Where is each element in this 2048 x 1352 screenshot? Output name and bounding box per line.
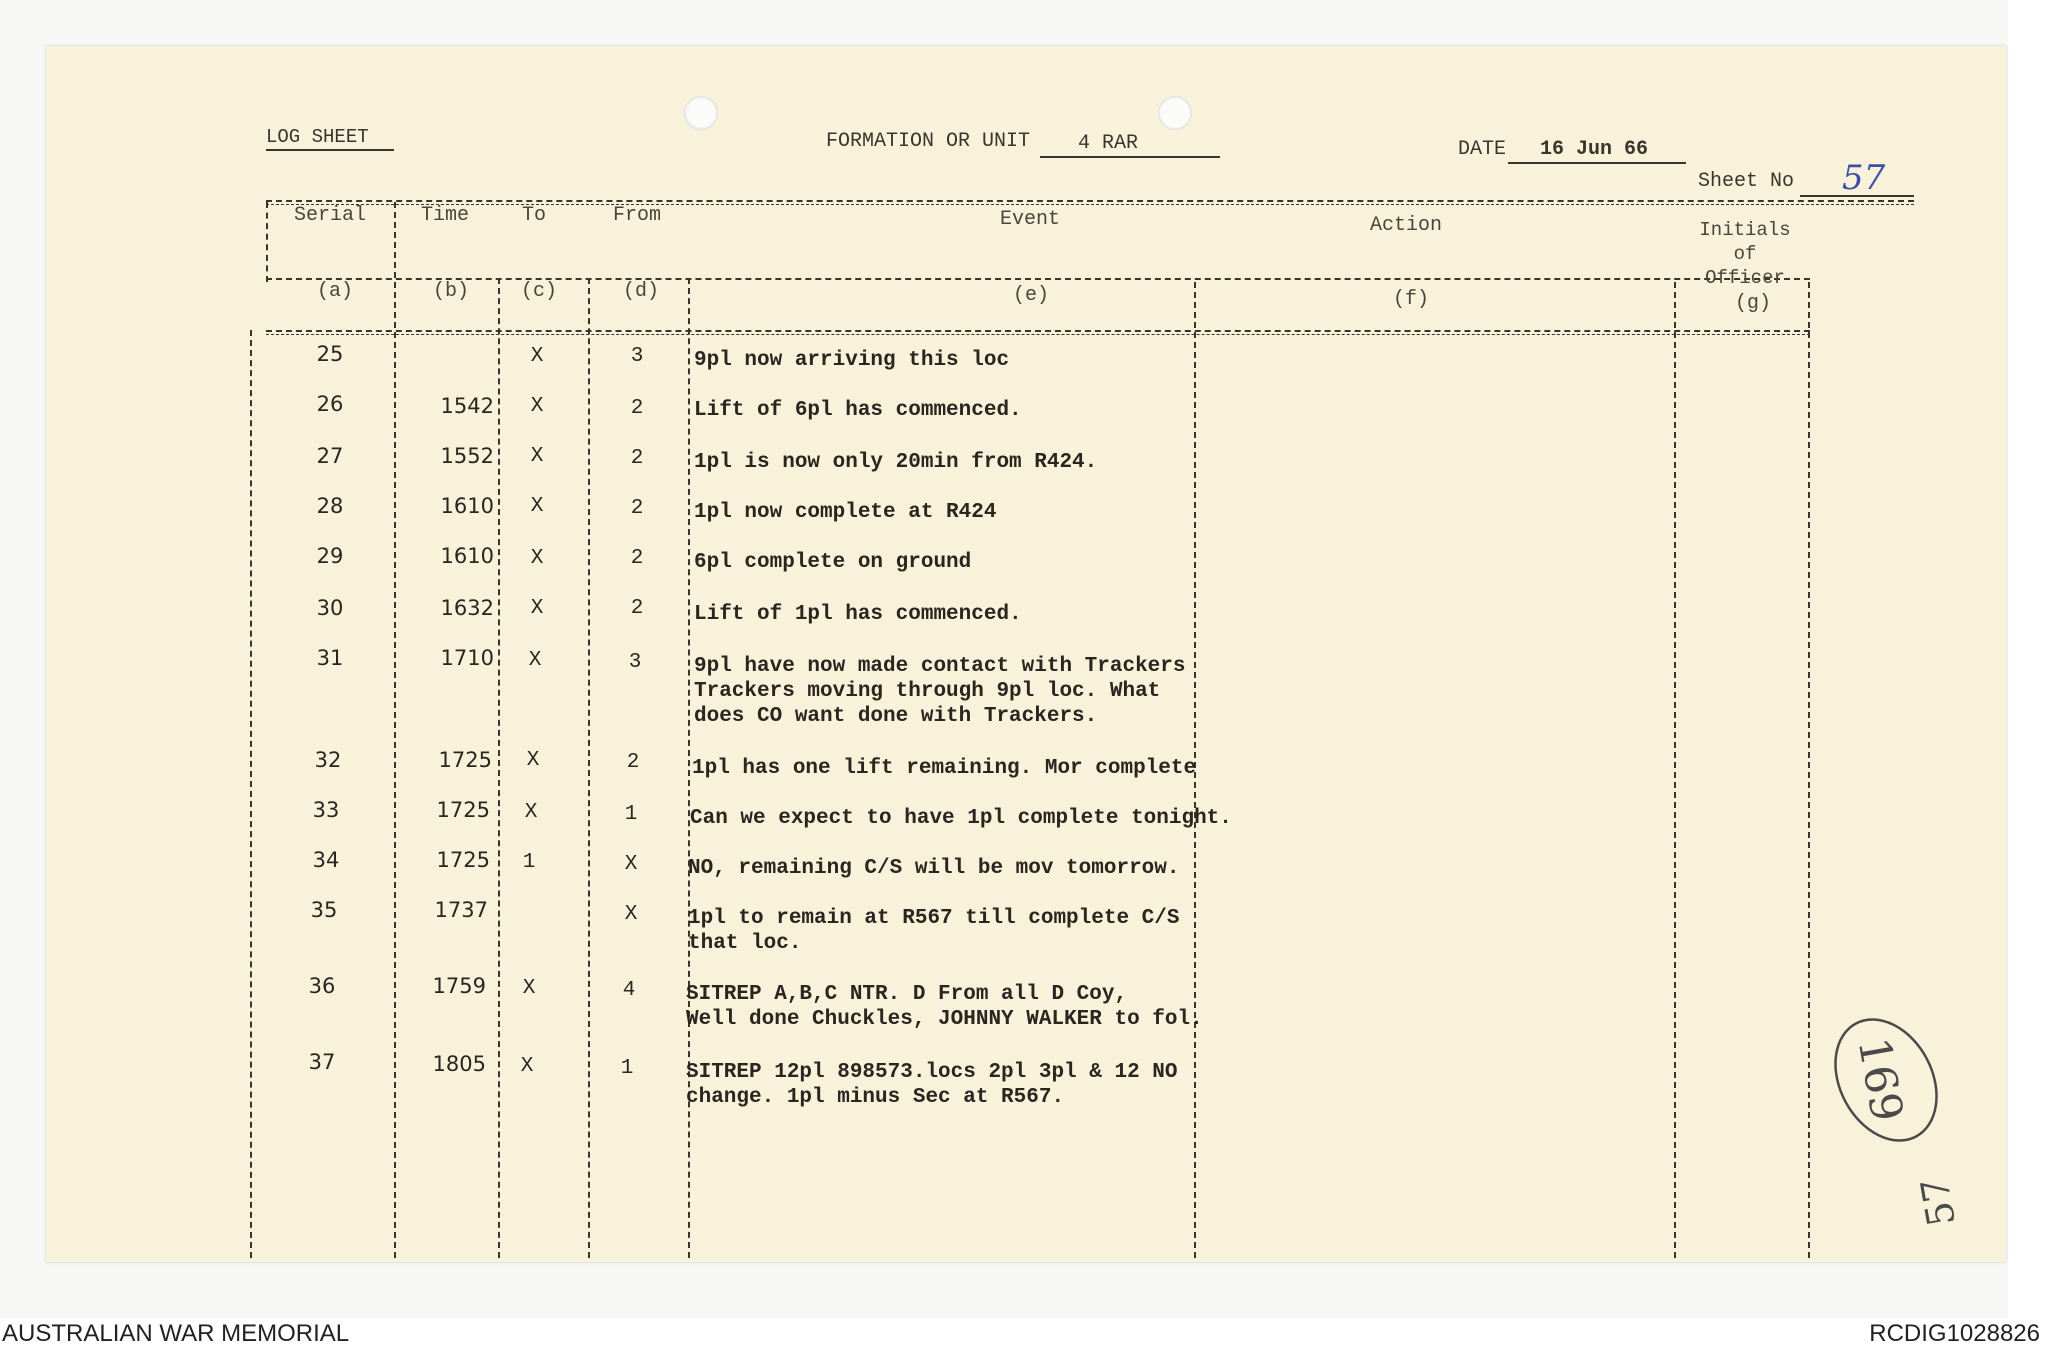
column-letter-e: (e) bbox=[1012, 284, 1049, 307]
row-event: Lift of 1pl has commenced. bbox=[694, 603, 1022, 626]
row-event: NO, remaining C/S will be mov tomorrow. bbox=[688, 857, 1180, 880]
archive-credit: AUSTRALIAN WAR MEMORIAL bbox=[2, 1320, 350, 1347]
row-event: 6pl complete on ground bbox=[694, 551, 972, 574]
row-serial: 30 bbox=[316, 596, 344, 620]
row-time: 1632 bbox=[440, 596, 494, 620]
row-time: 1542 bbox=[440, 394, 494, 418]
punch-hole-right bbox=[1158, 96, 1192, 130]
row-time: 1552 bbox=[440, 444, 494, 468]
sheet-no-value: 57 bbox=[1842, 158, 1886, 198]
column-divider-serial-time bbox=[394, 202, 396, 1258]
column-header-from: From bbox=[612, 204, 661, 227]
column-header-initials: Initials of Officer bbox=[1699, 219, 1791, 289]
row-time: 1737 bbox=[434, 898, 488, 922]
row-event: 1pl is now only 20min from R424. bbox=[694, 451, 1098, 474]
row-to: X bbox=[530, 445, 544, 468]
column-letter-a: (a) bbox=[316, 280, 353, 303]
log-sheet-underline bbox=[266, 149, 394, 151]
row-from: 1 bbox=[624, 803, 638, 826]
row-event: 9pl now arriving this loc bbox=[694, 349, 1010, 372]
row-to: X bbox=[530, 345, 544, 368]
column-divider-time-to bbox=[498, 278, 500, 1258]
row-from: 1 bbox=[620, 1057, 634, 1080]
margin-number: 57 bbox=[1912, 1174, 1965, 1230]
column-divider-action-initials bbox=[1674, 282, 1676, 1258]
row-event: Lift of 6pl has commenced. bbox=[694, 399, 1022, 422]
row-to: X bbox=[526, 749, 540, 772]
sheet-no-label: Sheet No bbox=[1698, 170, 1795, 193]
row-from: 2 bbox=[630, 547, 644, 570]
row-time: 1725 bbox=[436, 798, 490, 822]
row-time: 1710 bbox=[440, 646, 494, 670]
row-from: X bbox=[624, 903, 638, 926]
row-event: SITREP 12pl 898573.locs 2pl 3pl & 12 NO change. 1pl minus Sec at R567. bbox=[686, 1061, 1178, 1109]
row-to: X bbox=[524, 801, 538, 824]
punch-hole-left bbox=[684, 96, 718, 130]
row-to: X bbox=[522, 977, 536, 1000]
row-event: 9pl have now made contact with Trackers Trackers moving through 9pl loc. What does CO want done with Trackers. bbox=[694, 655, 1186, 728]
column-header-to: To bbox=[521, 204, 546, 227]
table-top-rule bbox=[266, 200, 1914, 202]
row-time: 1610 bbox=[440, 494, 494, 518]
row-from: 4 bbox=[622, 979, 636, 1002]
row-to: X bbox=[530, 495, 544, 518]
row-event: 1pl has one lift remaining. Mor complete bbox=[692, 757, 1197, 780]
row-time: 1610 bbox=[440, 544, 494, 568]
row-to: X bbox=[530, 395, 544, 418]
date-value: 16 Jun 66 bbox=[1540, 138, 1649, 161]
row-to: X bbox=[530, 597, 544, 620]
row-from: 3 bbox=[630, 345, 644, 368]
row-from: 2 bbox=[630, 597, 644, 620]
column-header-action: Action bbox=[1369, 214, 1442, 237]
column-header-serial: Serial bbox=[293, 204, 366, 227]
formation-value: 4 RAR bbox=[1078, 132, 1139, 155]
column-letter-b: (b) bbox=[432, 280, 469, 303]
row-to: 1 bbox=[522, 851, 536, 874]
row-serial: 33 bbox=[312, 798, 340, 822]
row-serial: 34 bbox=[312, 848, 340, 872]
row-event: 1pl now complete at R424 bbox=[694, 501, 997, 524]
column-letter-d: (d) bbox=[622, 280, 659, 303]
sheet-no-underline bbox=[1800, 195, 1914, 197]
column-divider-to-from bbox=[588, 278, 590, 1258]
formation-underline bbox=[1040, 156, 1220, 158]
row-serial: 25 bbox=[316, 342, 344, 366]
row-from: X bbox=[624, 853, 638, 876]
formation-label: FORMATION OR UNIT bbox=[826, 130, 1031, 153]
log-sheet-label: LOG SHEET bbox=[266, 126, 369, 148]
row-serial: 28 bbox=[316, 494, 344, 518]
row-serial: 31 bbox=[316, 646, 344, 670]
circled-number: 169 bbox=[1847, 1033, 1913, 1126]
row-serial: 26 bbox=[316, 392, 344, 416]
row-from: 2 bbox=[626, 751, 640, 774]
column-letter-c: (c) bbox=[520, 280, 557, 303]
archive-id: RCDIG1028826 bbox=[1869, 1320, 2040, 1347]
row-event: 1pl to remain at R567 till complete C/S that loc. bbox=[688, 907, 1180, 955]
row-serial: 35 bbox=[310, 898, 338, 922]
row-serial: 37 bbox=[308, 1050, 336, 1074]
row-time: 1725 bbox=[438, 748, 492, 772]
row-to: X bbox=[530, 547, 544, 570]
row-event: SITREP A,B,C NTR. D From all D Coy, Well done Chuckles, JOHNNY WALKER to fol. bbox=[686, 983, 1203, 1031]
row-serial: 36 bbox=[308, 974, 336, 998]
row-serial: 27 bbox=[316, 444, 344, 468]
row-from: 2 bbox=[630, 447, 644, 470]
table-left-edge bbox=[266, 202, 268, 282]
row-time: 1725 bbox=[436, 848, 490, 872]
date-underline bbox=[1508, 162, 1686, 164]
row-serial: 32 bbox=[314, 748, 342, 772]
table-left-edge-lower bbox=[250, 330, 252, 1258]
row-from: 3 bbox=[628, 651, 642, 674]
column-divider-from-event bbox=[688, 278, 690, 1258]
column-letter-f: (f) bbox=[1392, 288, 1429, 311]
column-header-event: Event bbox=[999, 208, 1060, 231]
row-time: 1759 bbox=[432, 974, 486, 998]
row-to: X bbox=[520, 1055, 534, 1078]
row-time: 1805 bbox=[432, 1052, 486, 1076]
row-serial: 29 bbox=[316, 544, 344, 568]
column-header-time: Time bbox=[420, 204, 469, 227]
row-from: 2 bbox=[630, 497, 644, 520]
row-from: 2 bbox=[630, 397, 644, 420]
row-to: X bbox=[528, 649, 542, 672]
date-label: DATE bbox=[1458, 138, 1507, 161]
column-letter-g: (g) bbox=[1734, 292, 1771, 315]
row-event: Can we expect to have 1pl complete tonight. bbox=[690, 807, 1232, 830]
